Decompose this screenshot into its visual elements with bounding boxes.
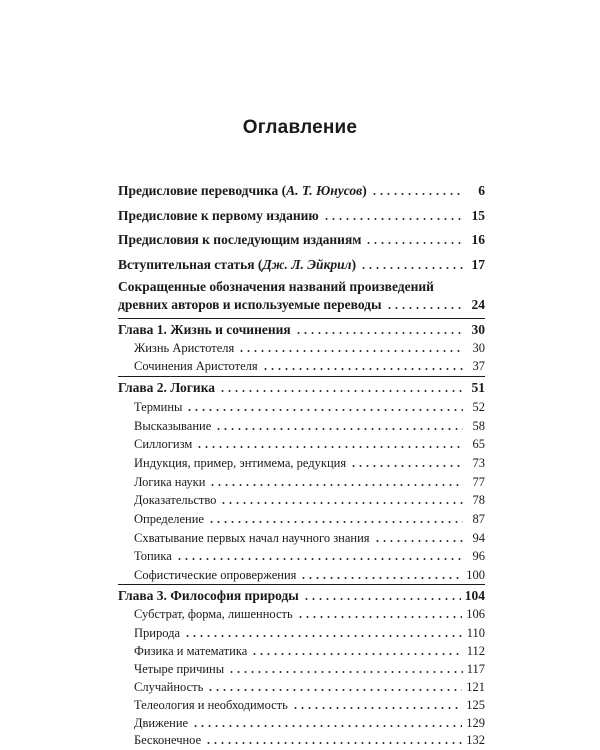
toc-page-number: 121 — [466, 680, 485, 694]
toc-section[interactable] — [118, 623, 485, 641]
leader-dots — [209, 483, 463, 487]
toc-entry-label: Предисловие переводчика (А. Т. Юнусов) — [118, 183, 367, 198]
toc-chapter-2[interactable] — [118, 378, 485, 396]
toc-section[interactable] — [118, 434, 485, 452]
toc-entry-label: Вступительная статья (Дж. Л. Эйкрил) — [118, 257, 357, 272]
toc-page-number: 100 — [466, 568, 485, 582]
toc-section[interactable] — [118, 546, 485, 564]
toc-page-number: 24 — [471, 297, 485, 312]
leader-dots — [295, 331, 463, 335]
toc-page-number: 52 — [472, 400, 485, 414]
leader-dots — [207, 688, 462, 692]
toc-page-number: 17 — [471, 257, 485, 272]
toc-entry-label: Предисловие к первому изданию — [118, 208, 319, 223]
toc-section-label: Сочинения Аристотеля — [134, 359, 258, 373]
leader-dots — [374, 539, 463, 543]
toc-page-number: 37 — [472, 359, 485, 373]
leader-dots — [215, 427, 463, 431]
leader-dots — [220, 501, 463, 505]
leader-dots — [192, 724, 462, 728]
toc-page-number: 77 — [472, 475, 485, 489]
leader-dots — [219, 389, 463, 393]
toc-section-label: Логика науки — [134, 475, 206, 489]
toc-chapter-1[interactable] — [118, 320, 485, 338]
toc-section[interactable] — [118, 565, 485, 583]
leader-dots — [176, 557, 463, 561]
toc-section-label: Физика и математика — [134, 644, 248, 658]
toc-entry-introductory-article[interactable] — [118, 255, 485, 273]
toc-section[interactable] — [118, 730, 485, 748]
leader-dots — [292, 706, 462, 710]
toc-section-label: Случайность — [134, 680, 204, 694]
toc-page-number: 96 — [472, 549, 485, 563]
toc-section[interactable] — [118, 713, 485, 731]
toc-section-label: Движение — [134, 716, 189, 730]
toc-page-number: 30 — [472, 341, 485, 355]
leader-dots — [386, 306, 463, 310]
toc-section[interactable] — [118, 490, 485, 508]
leader-dots — [365, 241, 463, 245]
toc-page-number: 30 — [471, 322, 485, 337]
leader-dots — [205, 741, 462, 745]
leader-dots — [186, 408, 463, 412]
toc-section-label: Доказательство — [134, 493, 217, 507]
toc-entry-label: Предисловия к последующим изданиям — [118, 232, 362, 247]
toc-section[interactable] — [118, 695, 485, 713]
toc-chapter-3[interactable] — [118, 586, 485, 604]
toc-page-number: 6 — [478, 183, 485, 198]
toc-chapter-title: Глава 2. Логика — [118, 380, 216, 395]
toc-section-label: Индукция, пример, энтимема, редукция — [134, 456, 347, 470]
toc-page-number: 110 — [466, 626, 485, 640]
toc-page-number: 94 — [472, 531, 485, 545]
leader-dots — [228, 670, 463, 674]
toc-section[interactable] — [118, 528, 485, 546]
toc-section-label: Телеология и необходимость — [134, 698, 288, 712]
toc-section[interactable] — [118, 604, 485, 622]
leader-dots — [238, 349, 463, 353]
toc-entry-label-line2: древних авторов и используемые переводы — [118, 297, 382, 312]
toc-page-number: 51 — [471, 380, 485, 395]
toc-section-label: Силлогизм — [134, 437, 193, 451]
toc-page-number: 125 — [466, 698, 485, 712]
toc-entry-first-edition-preface[interactable] — [118, 206, 485, 224]
toc-page-number: 87 — [472, 512, 485, 526]
leader-dots — [323, 217, 463, 221]
toc-section-label: Определение — [134, 512, 204, 526]
toc-page-number: 78 — [472, 493, 485, 507]
toc-section-label: Четыре причины — [134, 662, 225, 676]
toc-section[interactable] — [118, 356, 485, 374]
toc-page-number: 129 — [466, 716, 485, 730]
leader-dots — [196, 445, 463, 449]
toc-section[interactable] — [118, 659, 485, 677]
toc-section[interactable] — [118, 641, 485, 659]
toc-entry-translator-preface[interactable] — [118, 181, 485, 199]
leader-dots — [184, 634, 463, 638]
toc-entry-label-line1: Сокращенные обозначения названий произведений — [118, 279, 434, 294]
chapter-divider — [118, 376, 485, 377]
toc-entry-later-editions-prefaces[interactable] — [118, 230, 485, 248]
leader-dots — [262, 367, 463, 371]
toc-page-number: 58 — [472, 419, 485, 433]
toc-section-label: Схватывание первых начал научного знания — [134, 531, 370, 545]
toc-section[interactable] — [118, 472, 485, 490]
toc-page-number: 73 — [472, 456, 485, 470]
toc-section[interactable] — [118, 338, 485, 356]
toc-page-number: 15 — [471, 208, 485, 223]
leader-dots — [371, 192, 463, 196]
toc-page-number: 117 — [466, 662, 485, 676]
toc-page-number: 132 — [466, 733, 485, 747]
toc-chapter-title: Глава 3. Философия природы — [118, 588, 299, 603]
toc-section-label: Топика — [134, 549, 172, 563]
chapter-divider — [118, 318, 485, 319]
toc-page-number: 16 — [471, 232, 485, 247]
toc-section-label: Высказывание — [134, 419, 212, 433]
leader-dots — [208, 520, 463, 524]
leader-dots — [297, 615, 463, 619]
toc-section-label: Природа — [134, 626, 181, 640]
toc-page-number: 106 — [466, 607, 485, 621]
toc-section-label: Софистические опровержения — [134, 568, 297, 582]
page-title: Оглавление — [242, 117, 358, 138]
toc-section-label: Субстрат, форма, лишенность — [134, 607, 293, 621]
chapter-divider — [118, 584, 485, 585]
leader-dots — [360, 266, 463, 270]
toc-page-number: 112 — [466, 644, 485, 658]
leader-dots — [303, 597, 461, 601]
leader-dots — [251, 652, 462, 656]
toc-section-label: Бесконечное — [134, 733, 202, 747]
toc-section[interactable] — [118, 677, 485, 695]
toc-page-number: 65 — [472, 437, 485, 451]
leader-dots — [350, 464, 463, 468]
toc-section-label: Жизнь Аристотеля — [134, 341, 235, 355]
leader-dots — [300, 576, 462, 580]
toc-section-label: Термины — [134, 400, 183, 414]
toc-section[interactable] — [118, 416, 485, 434]
toc-section[interactable] — [118, 509, 485, 527]
toc-page-number: 104 — [464, 588, 485, 603]
toc-chapter-title: Глава 1. Жизнь и сочинения — [118, 322, 291, 337]
toc-section[interactable] — [118, 397, 485, 415]
toc-section[interactable] — [118, 453, 485, 471]
